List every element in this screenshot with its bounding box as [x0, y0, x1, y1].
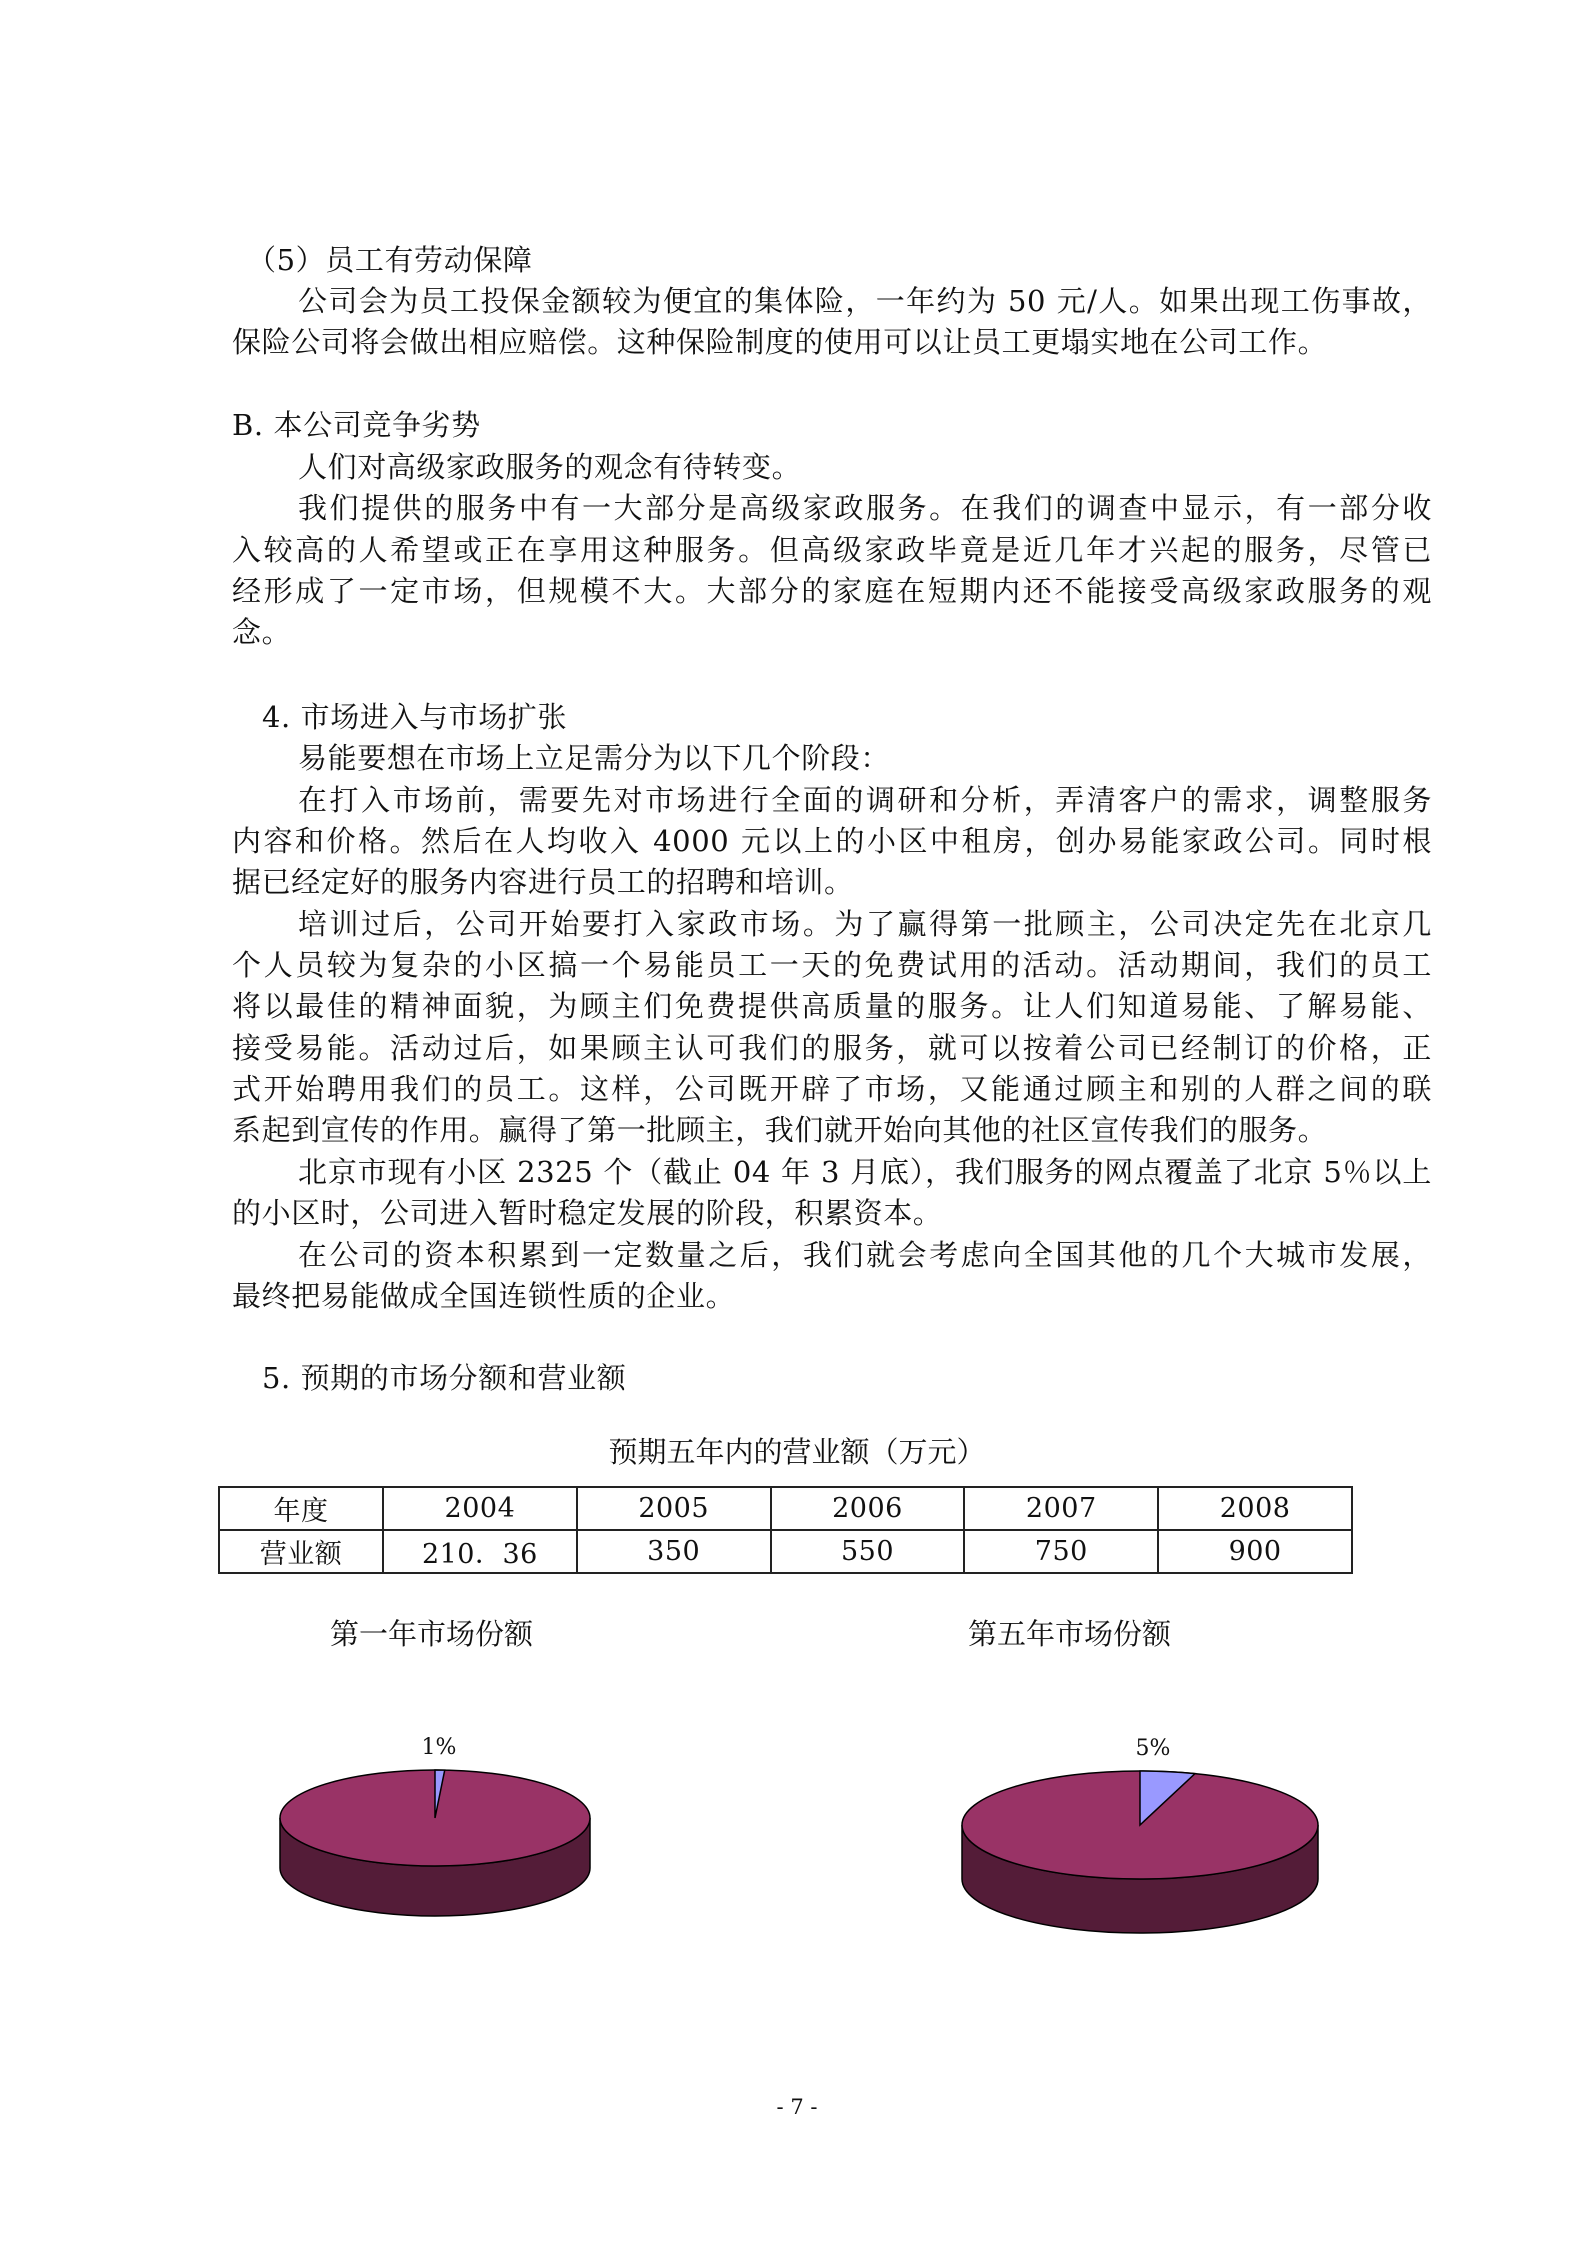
page-number: - 7 - — [776, 2095, 818, 2119]
table-cell: 750 — [964, 1530, 1158, 1573]
section-heading: B. 本公司竞争劣势 — [232, 408, 481, 442]
paragraph-line: 入较高的人希望或正在享用这种服务。但高级家政毕竟是近几年才兴起的服务，尽管已 — [232, 533, 1432, 567]
pie-chart-fifth-year — [945, 1730, 1335, 1940]
table-cell: 营业额 — [219, 1530, 383, 1573]
paragraph-line: 将以最佳的精神面貌，为顾主们免费提供高质量的服务。让人们知道易能、了解易能、 — [232, 989, 1432, 1023]
pie-data-label: 1% — [421, 1735, 457, 1760]
paragraph-line: 保险公司将会做出相应赔偿。这种保险制度的使用可以让员工更塌实地在公司工作。 — [232, 325, 1328, 359]
paragraph-line: 人们对高级家政服务的观念有待转变。 — [298, 450, 802, 484]
section-heading: 5. 预期的市场分额和营业额 — [262, 1361, 627, 1395]
table-header-cell: 2008 — [1158, 1487, 1352, 1530]
table-header-cell: 2006 — [771, 1487, 965, 1530]
table-cell: 350 — [577, 1530, 771, 1573]
paragraph-line: 个人员较为复杂的小区搞一个易能员工一天的免费试用的活动。活动期间，我们的员工 — [232, 948, 1432, 982]
pie-chart-title: 第五年市场份额 — [968, 1617, 1172, 1651]
pie-chart-first-year — [260, 1730, 610, 1930]
paragraph-line: 培训过后，公司开始要打入家政市场。为了赢得第一批顾主，公司决定先在北京几 — [298, 907, 1432, 941]
paragraph-line: 内容和价格。然后在人均收入 4000 元以上的小区中租房，创办易能家政公司。同时根 — [232, 824, 1432, 858]
paragraph-line: 接受易能。活动过后，如果顾主认可我们的服务，就可以按着公司已经制订的价格，正 — [232, 1031, 1432, 1065]
paragraph-line: 在打入市场前，需要先对市场进行全面的调研和分析，弄清客户的需求，调整服务 — [298, 783, 1432, 817]
paragraph-line: 在公司的资本积累到一定数量之后，我们就会考虑向全国其他的几个大城市发展， — [298, 1238, 1432, 1272]
table-row — [219, 1530, 1352, 1573]
paragraph-line: 念。 — [232, 615, 292, 649]
paragraph-line: 经形成了一定市场，但规模不大。大部分的家庭在短期内还不能接受高级家政服务的观 — [232, 574, 1432, 608]
section-heading: 4. 市场进入与市场扩张 — [262, 700, 568, 734]
paragraph-line: 北京市现有小区 2325 个（截止 04 年 3 月底），我们服务的网点覆盖了北京 5％以上 — [298, 1155, 1432, 1189]
paragraph-line: 易能要想在市场上立足需分为以下几个阶段： — [298, 741, 891, 775]
table-cell: 210．36 — [383, 1530, 577, 1573]
paragraph-line: 的小区时，公司进入暂时稳定发展的阶段，积累资本。 — [232, 1196, 943, 1230]
paragraph-line: 据已经定好的服务内容进行员工的招聘和培训。 — [232, 865, 854, 899]
table-header-cell: 年度 — [219, 1487, 383, 1530]
table-caption: 预期五年内的营业额（万元） — [608, 1435, 986, 1469]
table-header-cell: 2005 — [577, 1487, 771, 1530]
paragraph-line: 式开始聘用我们的员工。这样，公司既开辟了市场，又能通过顾主和别的人群之间的联 — [232, 1072, 1432, 1106]
pie-chart-title: 第一年市场份额 — [330, 1617, 534, 1651]
table-header-cell: 2004 — [383, 1487, 577, 1530]
section-heading: （5）员工有劳动保障 — [247, 243, 533, 277]
pie-data-label: 5% — [1135, 1736, 1171, 1761]
table-header-cell: 2007 — [964, 1487, 1158, 1530]
paragraph-line: 系起到宣传的作用。赢得了第一批顾主，我们就开始向其他的社区宣传我们的服务。 — [232, 1113, 1328, 1147]
revenue-table — [218, 1486, 1353, 1574]
paragraph-line: 最终把易能做成全国连锁性质的企业。 — [232, 1279, 736, 1313]
table-row — [219, 1487, 1352, 1530]
table-cell: 900 — [1158, 1530, 1352, 1573]
table-cell: 550 — [771, 1530, 965, 1573]
paragraph-line: 公司会为员工投保金额较为便宜的集体险，一年约为 50 元/人。如果出现工伤事故， — [298, 284, 1432, 318]
paragraph-line: 我们提供的服务中有一大部分是高级家政服务。在我们的调查中显示，有一部分收 — [298, 491, 1432, 525]
